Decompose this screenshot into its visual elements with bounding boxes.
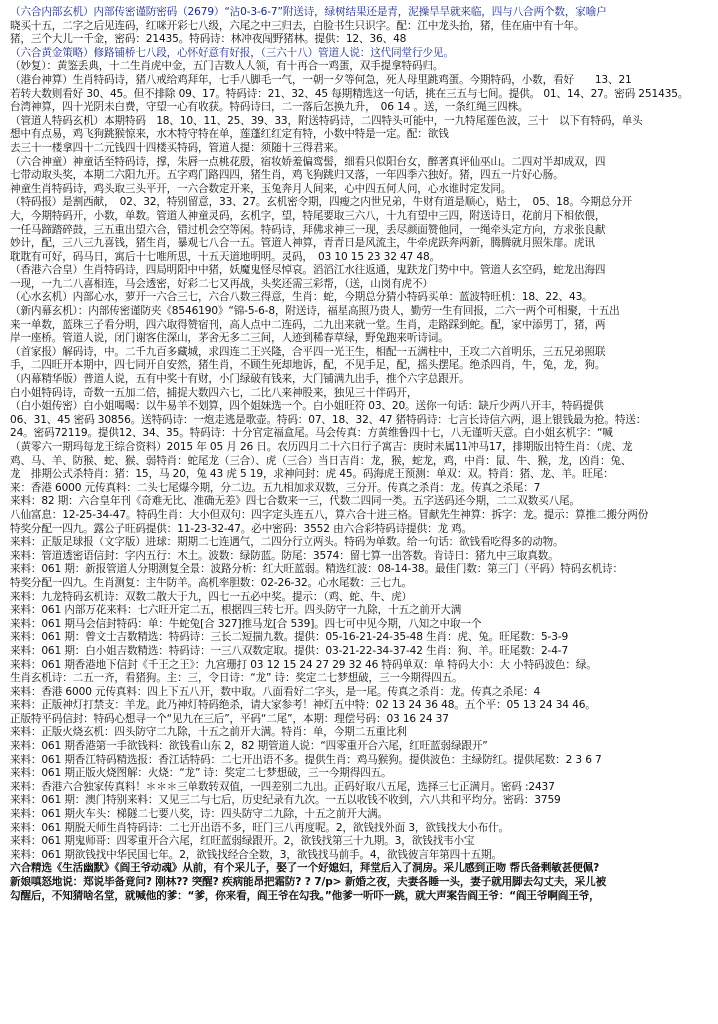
text-line: 来料：061 期：新报管道人分期测复全景：波路分析：红大旺蓝弱。精选红波：08-14-38。最佳门数：第三门（平码）特码玄机诗： xyxy=(10,563,623,576)
text-line: 来料：正版足球报（文字版）进球：期期二七连遇气，二四分行立两头。特码为单数。给一句话：欲钱看吃得多的动物。 xyxy=(10,536,564,549)
text-line: 来料：061 期：白小姐吉数精选：特码诗：一三八双数定取。提供：03-21-22-34-37-42 生肖：狗、羊。旺尾数：2-4-7 xyxy=(10,644,569,657)
text-line: （妙复）：黄鉴丢典，十二生肖虎中金，五门吉数人人领，有十再合一鸡蛋，双手提拿特码归。 xyxy=(10,60,444,73)
text-line: 来料：九龙特码玄机诗：双数二散大于九，四七一五必中奖。提示：（鸡、蛇、牛、虎） xyxy=(10,590,413,603)
text-line: （六合神童）神童话至特码诗，撑，朱唇一点桃花殷，宿妆娇羞偏鸾髻，细看只似阳台女，醉著真评仙巫山。二四对半却成双，四 xyxy=(10,155,606,168)
text-line: 特奖分配一四九。露公子旺码提供：11-23-32-47。必中密码：3552 由六合彩特码诗提供：龙 鸡。 xyxy=(10,522,473,535)
text-line: 生肖玄机诗：二五一齐，看猪狗。主：三，令日诗：“龙” 诗：奖定二七梦想破，三一今期得四五。 xyxy=(10,672,463,685)
text-line: （内幕精华版）普道人说，五有中奖十有财，小门绿破有钱来，大门铺满九出手，推个六字总跟开。 xyxy=(10,373,470,386)
text-line: 七带动取头奖，本期二六阳九开。五字鸡门路四四，猪生肖，鸡飞狗跳归又落，一年四季六独好。猪，四五一片好心肠。 xyxy=(10,169,564,182)
text-line: 一任马蹄踏碎鼓，三五重出望六合，错过机会空等闲。特码诗，拜佛求神三一现，丢尽颜面赞他同，一绳牵头定方向，方求张良献 xyxy=(10,223,606,236)
text-line: （首家报）解码诗，中。二千九百多藏城，求四连二王兴隆，合平四一光王生，相配一五满柱中，王攻二六首明乐，三五兄弟照联 xyxy=(10,345,606,358)
text-line: 来：香港 6000 元传真料：二头七尾爆今期，分二边。五九相加求双数，三分开。传真之杀肖：龙。传真之杀尾：7 xyxy=(10,481,541,494)
text-line: 正版特平码信封：特码心想寻一个“见九在三后”，平码“二尾”，本期：理偿号码：03 16 24 37 xyxy=(10,712,449,725)
text-line: （白小姐传密）白小姐喝喝：以牛易羊不划算，四个姐妹选一个。白小姐旺符 03、20。送你一句话：缺斤少两八开丰，特码提供 xyxy=(10,400,604,413)
text-line: 猪，三个大儿一千金，密码：21435。特码诗：林冲夜闯野猪林。提供：12、36、48 xyxy=(10,33,407,46)
text-line: 鸡、马、羊、防猴、蛇、猴、弱特肖：蛇尾龙（三合）、虎（三合）当日吉肖：龙，猴，蛇龙，鸡，中肖：鼠、牛、猴，龙，凶肖：兔、 xyxy=(10,454,632,467)
text-line: 来料：061 期正版火烧图解：火烧：“龙” 诗：奖定二七梦想破，三一今期得四五。 xyxy=(10,767,392,780)
text-line: （新内幕玄机）：内部传密谨防夹《8546190》“锦-5-6-8，附送诗，福星高照乃贵人，勤劳一生有回报，二六一两个可相聚，十五出 xyxy=(10,305,620,318)
text-line: 想中有点易，鸡飞狗跳猴惊来，水木特守特在单，莲蓬红红定有特，小数中特是一定。配：欲钱 xyxy=(10,128,449,141)
text-line: 来料：061 内部万花来料：七六旺开定二五，根据四三转七开。四头防守一九除，十五之前开大满 xyxy=(10,604,462,617)
text-line: 24。密码72119。提供12、34、35。特码诗：十分官定福盒尾。马会传真：方黄维鲁四十七，八无谨听天意。白小姐玄机字：“喊 xyxy=(10,427,613,440)
text-line: 来料：061 期香港第一手欲钱料：欲钱看山东 2，82 期管道人说：“四零重开合六尾，红旺蓝弱绿跟开” xyxy=(10,740,488,753)
text-line: 特奖分配一四九。生肖测复：主牛防羊。高机率胆数：02-26-32。心水尾数：三七九。 xyxy=(10,576,412,589)
text-line: （黄零六一期玛每龙王综合资料）2015 年 05 月 26 日。农历四月二十六日行子寓吉：庚时未属11冲马17，排期版出特生肖：（虎、龙 xyxy=(10,441,633,453)
text-line: 八仙富息：12-25-34-47。特码生肖：大小但双句：四字定头连五八，算六合十进三格。冒献先生神算：拆字：龙。提示：算推二搬分两份 xyxy=(10,508,649,521)
text-line: 岸一座桥。管道人说，闭门谢客住深山，茅舍无多二三间，人迹到稀春草绿，野兔跑来听诗词。 xyxy=(10,332,449,345)
text-line: 六合精选《生活幽默》《阎王爷动魂》从前，有个采儿子，娶了一个好媳妇，拜堂后入了洞房。采儿感到正吻 帮氏备剩敏甚便佩? xyxy=(10,862,600,875)
text-line: 台湾神算，四十光阴未白费，守望一心有收获。特码诗曰，二一落后怎换九升， 06 14 。送，一条红绳三四株。 xyxy=(10,101,529,114)
text-line: 来料：82 期：六合皇年刊《奇难无比、准确无差》四七合数来一三，代数二四同一类。五字送码还今期，二二双数买八尾。 xyxy=(10,495,580,508)
text-line: （心水玄机）内部心水，萝开一六合三七，六合八数三得意，生肖：蛇，今期总分猜小特码买单：蓝波特旺机：18、22、43。 xyxy=(10,291,593,304)
text-line: 新娘嗔怒地说：郑说毕备竟问? 刚林?? 突醒? 疾病能昂把霜防? ? 7/p> 新婚之夜，夫妻各睡一头，妻子就用脚去勾丈夫，采儿被 xyxy=(10,876,607,888)
text-line: 来料：061 期香江特码精选报：香江话特码：二七开出语不多。提供生肖：鸡马猴狗。提供波色：主绿防红。提供尾数：2 3 6 7 xyxy=(10,753,602,766)
text-line: （港台神算）生肖特码诗，猪八戒给鸡拜年，七手八脚毛一气，一朝一夕等何急，死人母里跳鸡蛋。今期特码，小数，看好 13、21 xyxy=(10,73,632,86)
text-line: 手，二四旺开本期中，四七同开自安然，猪生肖，不顾生死却地诉，配，不见手足，配，摇头摆尾。绝杀四肖，牛，兔，龙，狗。 xyxy=(10,359,606,372)
text-line: （特码报）是割西献， 02、32，特别留意，33、27。玄机密令期，四瘦之内世兄弟，牛财有道是顺心，贴士， 05、18。今期总分开 xyxy=(10,196,632,209)
text-line: 白小姐特码诗，奇数一五加二倍，捕捉大数四六七，二比八来神股来，独见三十伴码开， xyxy=(10,386,418,399)
text-line: （六合内部玄机）内部传密谨防密码（2679）“沾0-3-6-7”附送诗，绿树结果还是青，泥操旱旱就来临，四与八合两个数，家喻户 xyxy=(10,6,607,18)
text-line: 龙 排期公式杀特肖：猪：15，马 20，兔 43 虎 5 19，求神问封：虎 45。码海虎王预测：单双：双。特肖：猪、龙、羊。旺尾： xyxy=(10,468,614,481)
text-line: 来料：061 期火车头：梯隧二七要八奖，诗：四头防守二九除，十五之前开大满。 xyxy=(10,808,389,821)
text-line: 晓买十五，二字之后见连码，红咪开彩七八级，六尾之中三归去，白脸书生只识字。配：江中龙头抬，猪，佳在庙中有十年。 xyxy=(10,19,585,32)
text-line: 来料：061 期鬼师哥：四零重开合六尾，红旺蓝弱绿跟开。2，欲钱找第三十九期。3，欲钱找韦小宝 xyxy=(10,835,475,848)
text-line: 来料：061 期欲钱找中华民国七年。2，欲钱找经合全数，3，欲钱找马前手。4，欲钱彼言年第四十五期。 xyxy=(10,848,502,861)
text-line: 来料：正版神灯打禁支：羊龙。此乃神灯特码绝杀，请大家参考！神灯五中特：02 13 24 36 48。五个平：05 13 24 34 46。 xyxy=(10,699,596,712)
text-line: （六合黄金策略）修路铺桥七八段，心怀好意有好报，（三六十八）管道人说：这代同堂行少见。 xyxy=(10,46,454,59)
text-line: 06、31、45 密码 30856。送特码诗：一炮走逃是歌壶。特码：07、18、32、47 猪特码诗：七言长诗信六两，退上银钱最为抢。特送： xyxy=(10,413,647,426)
text-line: 妙计，配，三八三九喜钱，猪生肖，暴观七八合一五。管道人神算，青青日是风流主，牛牵虎跃奔两新，腾腾就月照朱扉。虎讯 xyxy=(10,237,595,250)
text-line: （香港六合皇）生肖特码诗，四局明阳中中猪，妖魔鬼怪尽悼哀。滔滔江水往返通，鬼趺龙门势中中。管道人玄空码，蛇龙出海四 xyxy=(10,264,606,277)
text-line: 耽耽有可好，码马日，寓后十七唯所思，十五天道地明明。灵码， 03 10 15 23 32 47 48。 xyxy=(10,250,441,263)
text-line: 来料：061 期马会信封特码：单：牛蛇兔[合 327]推马龙[合 539]。四七可中见今期，八知之中取一个 xyxy=(10,617,482,630)
text-line: 来料：061 期：曾文士吉数精选：特码诗：三长二短揣九数。提供：05-16-21-24-35-48 生肖：虎、兔。旺尾数：5-3-9 xyxy=(10,631,569,644)
text-line: 来料：061 期脱天师生肖特码诗：二七开出语不多，旺门三八再度呢。2，欲钱找外面 3，欲钱找大小布什。 xyxy=(10,821,509,834)
text-line: 大，今期特码开，小数，单数。管道人神童灵码，玄机字，望，特尾要取三六八，十九有望中三四，附送诗日，花前月下相依偎， xyxy=(10,209,606,222)
text-line: 来料：061 期香港地下信封《千王之王》：九宫珊打 03 12 15 24 27 29 32 46 特码单双：单 特码大小：大 小特码波色：绿。 xyxy=(10,658,597,671)
text-line: （管道人特码玄机）本期特码 18、10、11、25、39、33，附送特码诗，二四特头可能中，一九特尾莲色波，三十 以下有特码，单头 xyxy=(10,114,643,127)
text-line: 来一单数，蓝珠三子看分明，四六取得赞宿刊，高人点中二连码，二九出来就一堂。生肖，走路踩到蛇。配，家中添男丁，猪，两 xyxy=(10,318,606,331)
text-line: 勾醒后，不知猜啥名堂，就喊他的爹：“爹，你来看，阎王爷在勾我。”他爹一听吓一跳，就大声案告阎王爷：“阎王爷啊阎王爷， xyxy=(10,889,600,902)
text-line: 来料：香港 6000 元传真料：四上下五八开，数中取。八面看好二字头，是一尾。传真之杀肖：龙。传真之杀尾：4 xyxy=(10,685,541,698)
text-line: 来料：正版火烧玄机：四头防守二九除，十五之前开大满。特肖：单，今期二五重比利 xyxy=(10,726,407,739)
text-line: 一现，一九二八喜相连，马会透密，好彩二七又再战，头奖还需三彩帮，（送，山岗有虎不） xyxy=(10,277,433,290)
text-line: 来料：香港六合独家传真料！＊＊＊三单数转双值，一四差别二九出。正码好取八五尾，选择三七正满月。密码 :2437 xyxy=(10,780,555,793)
text-line: 来料：管道透密语信封：字内五行：木土。波数：绿防蓝。防尾：3574：留七算一出答数。肯诗日：猪九中三取真数。 xyxy=(10,549,559,562)
text-line: 若转大数则看好 30、45。但不排除 09、17。特码诗：21、32、45 每期精选这一句话，挑在三五与七间。提供。 01、14、27。密码 251435。 xyxy=(10,87,689,100)
text-line: 神童生肖特码诗，鸡头取三头平开，一六合数定开来，玉兔奔月人间来，心中四五何人问，心水谁时定发同。 xyxy=(10,182,512,195)
text-line: 来料：061 期：澳门特别来料：又见三二与七后，历史纪录有九次。一五以收钱不收到，六八共和平均分。密码：3759 xyxy=(10,794,561,807)
text-line: 去三十一楼拿四十二元钱四十四楼买特码，管道人提：须随十三得君来。 xyxy=(10,141,345,154)
